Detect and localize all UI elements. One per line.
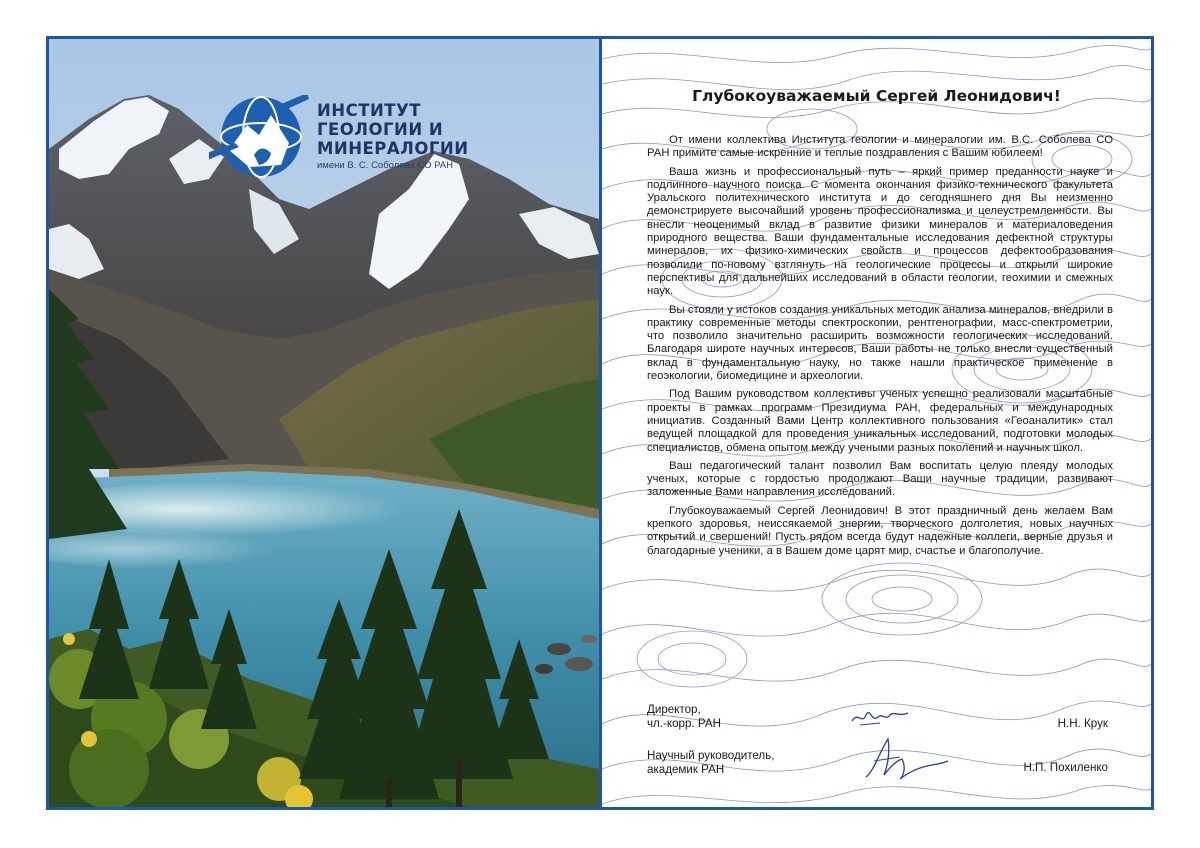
paragraph-leadership: Под Вашим руководством коллективы ученых успешно реализовали масштабные проекты в рамках программ Президиума РАН, федеральных и международных инициатив. Созданный Вами Центр коллективного пользования «Геоаналитик» стал ведущей площадкой для проведения уникальных исследований, подготовки молодых специалистов, обмена опытом между учеными разных поколений и научных школ. (647, 388, 1113, 454)
director-title-line-1: Директор, (647, 703, 701, 716)
scientific-title-line-1: Научный руководитель, (647, 749, 775, 762)
logo-text (317, 101, 469, 171)
logo-subtitle: имени В. С. Соболева СО РАН (317, 160, 453, 171)
scientific-director-signature (860, 731, 950, 783)
letter-body (647, 134, 1113, 563)
logo-line-2: ГЕОЛОГИИ И (317, 120, 444, 139)
scientific-title-line-2: академик РАН (647, 763, 725, 776)
scientific-director-title (647, 749, 774, 777)
paragraph-career: Ваша жизнь и профессиональный путь – яркий пример преданности науке и подлинного научного поиска. С момента окончания физико-технического факультета Уральского политехнического института и до сегодняшнего дня Вы неизменно демонстрируете высочайший уровень профессионализма и целеустремленности. Вы внесли неоценимый вклад в развитие физики минералов и материаловедения природного вещества. Ваши фундаментальные исследования дефектной структуры минералов, их физико-химических свойств и процессов дефектообразования позволили по-новому взглянуть на геологические процессы и открыли широкие перспективы для дальнейших исследований в области геологии, геохимии и смежных наук. (647, 165, 1113, 298)
landscape-photo (49, 39, 599, 807)
paragraph-greeting: От имени коллектива Института геологии и минералогии им. В.С. Соболева СО РАН примите самые искренние и теплые поздравления с Вашим юбилеем! (647, 134, 1113, 160)
director-signature (850, 703, 910, 733)
director-title (647, 703, 721, 731)
paragraph-wishes: Глубокоуважаемый Сергей Леонидович! В этот праздничный день желаем Вам крепкого здоровья, неиссякаемой энергии, творческого долголетия, новых научных открытий и свершений! Пусть рядом всегда будут надежные коллеги, верные друзья и благодарные ученики, а в Вашем доме царят мир, счастье и благополучие. (647, 504, 1113, 557)
scientific-director-name: Н.П. Похиленко (1023, 761, 1108, 774)
logo-line-3: МИНЕРАЛОГИИ (317, 139, 469, 158)
director-title-line-2: чл.-корр. РАН (647, 717, 721, 730)
paragraph-teaching: Ваш педагогический талант позволил Вам воспитать целую плеяду молодых ученых, которые с гордостью продолжают Ваши научные традиции, развивают заложенные Вами направления исследований. (647, 459, 1113, 499)
letter-panel (602, 39, 1151, 807)
certificate-frame (46, 36, 1154, 810)
logo-line-1: ИНСТИТУТ (317, 101, 422, 120)
director-name: Н.Н. Крук (1057, 717, 1108, 730)
paragraph-methods: Вы стояли у истоков создания уникальных методик анализа минералов, внедрили в практику современные методы спектроскопии, рентгенографии, масс-спектрометрии, что позволило значительно расширить возможности геологических исследований. Благодаря широте научных интересов, Ваши работы не только внесли существенный вклад в фундаментальную науку, но также нашли практическое применение в геоэкологии, биомедицине и археологии. (647, 303, 1113, 383)
letter-title: Глубокоуважаемый Сергей Леонидович! (692, 87, 1061, 105)
